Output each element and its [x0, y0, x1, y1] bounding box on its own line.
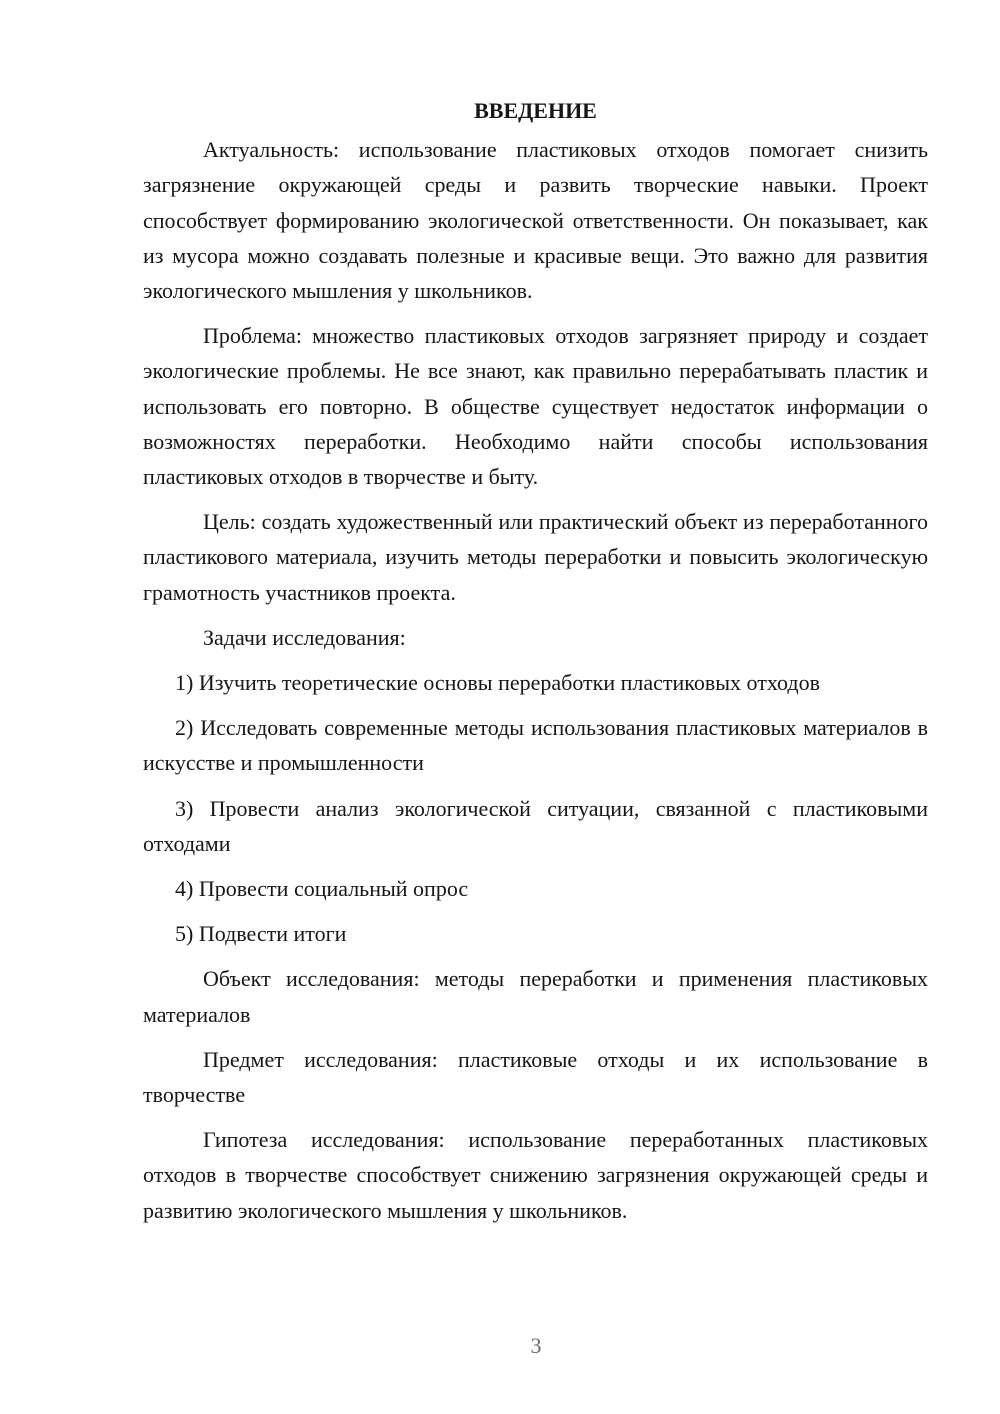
section-title: ВВЕДЕНИЕ	[474, 98, 597, 123]
task-item-2: 2) Исследовать современные методы использования пластиковых материалов в искусстве и промышленности	[143, 715, 928, 776]
object-paragraph: Объект исследования: методы переработки и применения пластиковых материалов	[143, 966, 928, 1027]
hypothesis-paragraph: Гипотеза исследования: использование переработанных пластиковых отходов в творчестве способствует снижению загрязнения окружающей среды и развитию экологического мышления у школьников.	[143, 1127, 928, 1223]
task-item-5: 5) Подвести итоги	[175, 921, 347, 947]
goal-paragraph: Цель: создать художественный или практический объект из переработанного пластикового материала, изучить методы переработки и повысить экологическую грамотность участников проекта.	[143, 509, 928, 605]
page-number: 3	[530, 1333, 542, 1358]
task-item-4: 4) Провести социальный опрос	[175, 876, 469, 902]
problem-paragraph: Проблема: множество пластиковых отходов загрязняет природу и создает экологические проблемы. Не все знают, как правильно перерабатывать пластик и использовать его повторно. В обществе существует недостаток информации о возможностях переработки. Необходимо найти способы использования пластиковых отходов в творчестве и быту.	[143, 323, 928, 490]
task-item-1: 1) Изучить теоретические основы переработки пластиковых отходов	[175, 670, 820, 696]
relevance-paragraph: Актуальность: использование пластиковых отходов помогает снизить загрязнение окружающей среды и развить творческие навыки. Проект способствует формированию экологической ответственности. Он показывает, как из мусора можно создавать полезные и красивые вещи. Это важно для развития экологического мышления у школьников.	[143, 137, 928, 304]
task-item-3: 3) Провести анализ экологической ситуации, связанной с пластиковыми отходами	[143, 795, 928, 856]
document-body	[143, 93, 928, 1228]
tasks-label: Задачи исследования:	[203, 624, 406, 650]
subject-paragraph: Предмет исследования: пластиковые отходы и их использование в творчестве	[143, 1046, 928, 1108]
